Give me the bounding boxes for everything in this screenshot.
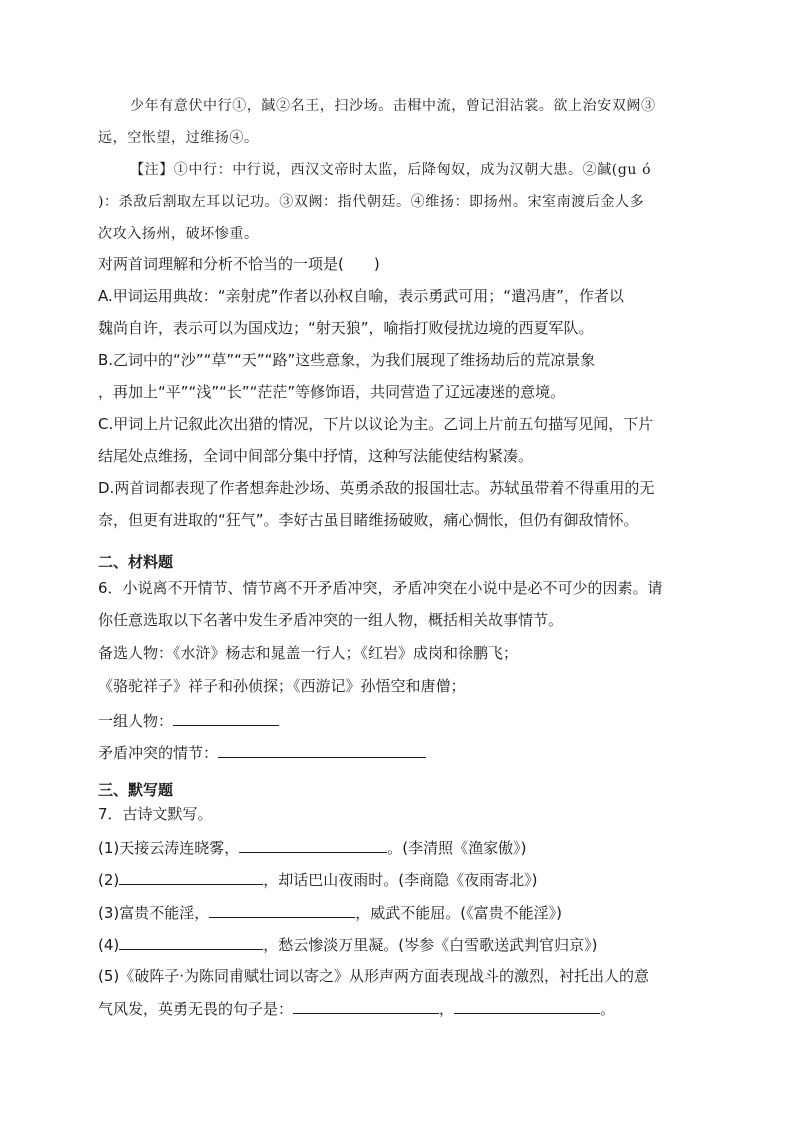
dictation-item-2	[98, 869, 537, 890]
dictation-item-4	[98, 934, 597, 955]
option-b-line-2: ，再加上“平”“浅”“长”“茫茫”等修饰语，共同营造了辽远凄迷的意境。	[98, 383, 566, 401]
dictation-item-3	[98, 902, 562, 923]
group-label: 一组人物：	[98, 712, 174, 730]
question-6-line-1: 6．小说离不开情节、情节离不开矛盾冲突，矛盾冲突在小说中是必不可少的因素。请	[98, 579, 663, 597]
notes-line-3: 次攻入扬州，破坏惨重。	[98, 226, 259, 242]
notes-line-1: 【注】①中行：中行说，西汉文帝时太监，后降匈奴，成为汉朝大患。②馘(gu ó	[130, 162, 652, 178]
option-a-line-1: A.甲词运用典故：“亲射虎”作者以孙权自喻，表示勇武可用；“遣冯唐”，作者以	[98, 287, 624, 305]
item-2-suffix: ，却话巴山夜雨时。(李商隐《夜雨寄北》)	[263, 871, 538, 889]
item-5-separator: ，	[439, 1000, 455, 1018]
plot-label: 矛盾冲突的情节：	[98, 744, 219, 762]
group-answer-blank[interactable]	[173, 710, 279, 726]
option-d-line-2: 奈，但更有进取的“狂气”。李好古虽目睹维扬破败，痛心惆怅，但仍有御敌情怀。	[98, 511, 639, 529]
item-1-suffix: 。(李清照《渔家傲》)	[387, 839, 527, 857]
option-b-line-1: B.乙词中的“沙”“草”“天”“路”这些意象，为我们展现了维扬劫后的荒凉景象	[98, 351, 596, 369]
item-3-blank[interactable]	[209, 902, 355, 918]
item-3-suffix: ，威武不能屈。(《富贵不能淫》)	[355, 904, 562, 922]
dictation-item-5-line-2	[98, 998, 615, 1019]
item-1-prefix: (1)天接云涛连晓雾，	[98, 839, 240, 857]
question-5-stem: 对两首词理解和分析不恰当的一项是( )	[98, 255, 380, 273]
dictation-item-1	[98, 837, 526, 858]
item-5-blank-1[interactable]	[293, 998, 439, 1014]
item-4-prefix: (4)	[98, 936, 120, 954]
option-c-line-2: 结尾处点维扬，全词中间部分集中抒情，这种写法能使结构紧凑。	[98, 447, 534, 465]
item-5-prefix: 气风发，英勇无畏的句子是：	[98, 1000, 294, 1018]
question-6-line-2: 你任意选取以下名著中发生矛盾冲突的一组人物，概括相关故事情节。	[98, 611, 564, 629]
option-c-line-1: C.甲词上片记叙此次出猎的情况，下片以议论为主。乙词上片前五句描写见闻，下片	[98, 415, 654, 433]
item-4-blank[interactable]	[119, 934, 263, 950]
item-5-blank-2[interactable]	[454, 998, 600, 1014]
option-d-line-1: D.两首词都表现了作者想奔赴沙场、英勇杀敌的报国壮志。苏轼虽带着不得重用的无	[98, 479, 655, 497]
section-3-heading: 三、默写题	[98, 781, 174, 799]
candidates-line-1: 备选人物：《水浒》杨志和晁盖一行人；《红岩》成岗和徐鹏飞；	[98, 644, 519, 662]
poem-yi-line-2: 远，空怅望，过维扬④。	[98, 130, 259, 146]
notes-line-2: )：杀敌后割取左耳以记功。③双阙：指代朝廷。④维扬：即扬州。宋室南渡后金人多	[98, 194, 645, 210]
item-4-suffix: ，愁云惨淡万里凝。(岑参《白雪歌送武判官归京》)	[263, 936, 598, 954]
item-2-prefix: (2)	[98, 871, 120, 889]
question-7-stem: 7．古诗文默写。	[98, 805, 213, 823]
item-1-blank[interactable]	[239, 837, 387, 853]
item-5-suffix: 。	[600, 1000, 616, 1018]
group-answer-row	[98, 710, 279, 731]
section-2-heading: 二、材料题	[98, 553, 174, 571]
dictation-item-5-line-1: (5)《破阵子·为陈同甫赋壮词以寄之》从形声两方面表现战斗的激烈，衬托出人的意	[98, 967, 650, 985]
item-2-blank[interactable]	[119, 869, 263, 885]
plot-answer-blank[interactable]	[218, 742, 426, 758]
plot-answer-row	[98, 742, 426, 763]
candidates-line-2: 《骆驼祥子》祥子和孙侦探；《西游记》孙悟空和唐僧；	[98, 677, 466, 695]
item-3-prefix: (3)富贵不能淫，	[98, 904, 210, 922]
poem-yi-line-1: 少年有意伏中行①，馘②名王，扫沙场。击楫中流，曾记泪沾裳。欲上治安双阙③	[130, 98, 656, 114]
option-a-line-2: 魏尚自许，表示可以为国戍边；“射天狼”，喻指打败侵扰边境的西夏军队。	[98, 319, 594, 337]
